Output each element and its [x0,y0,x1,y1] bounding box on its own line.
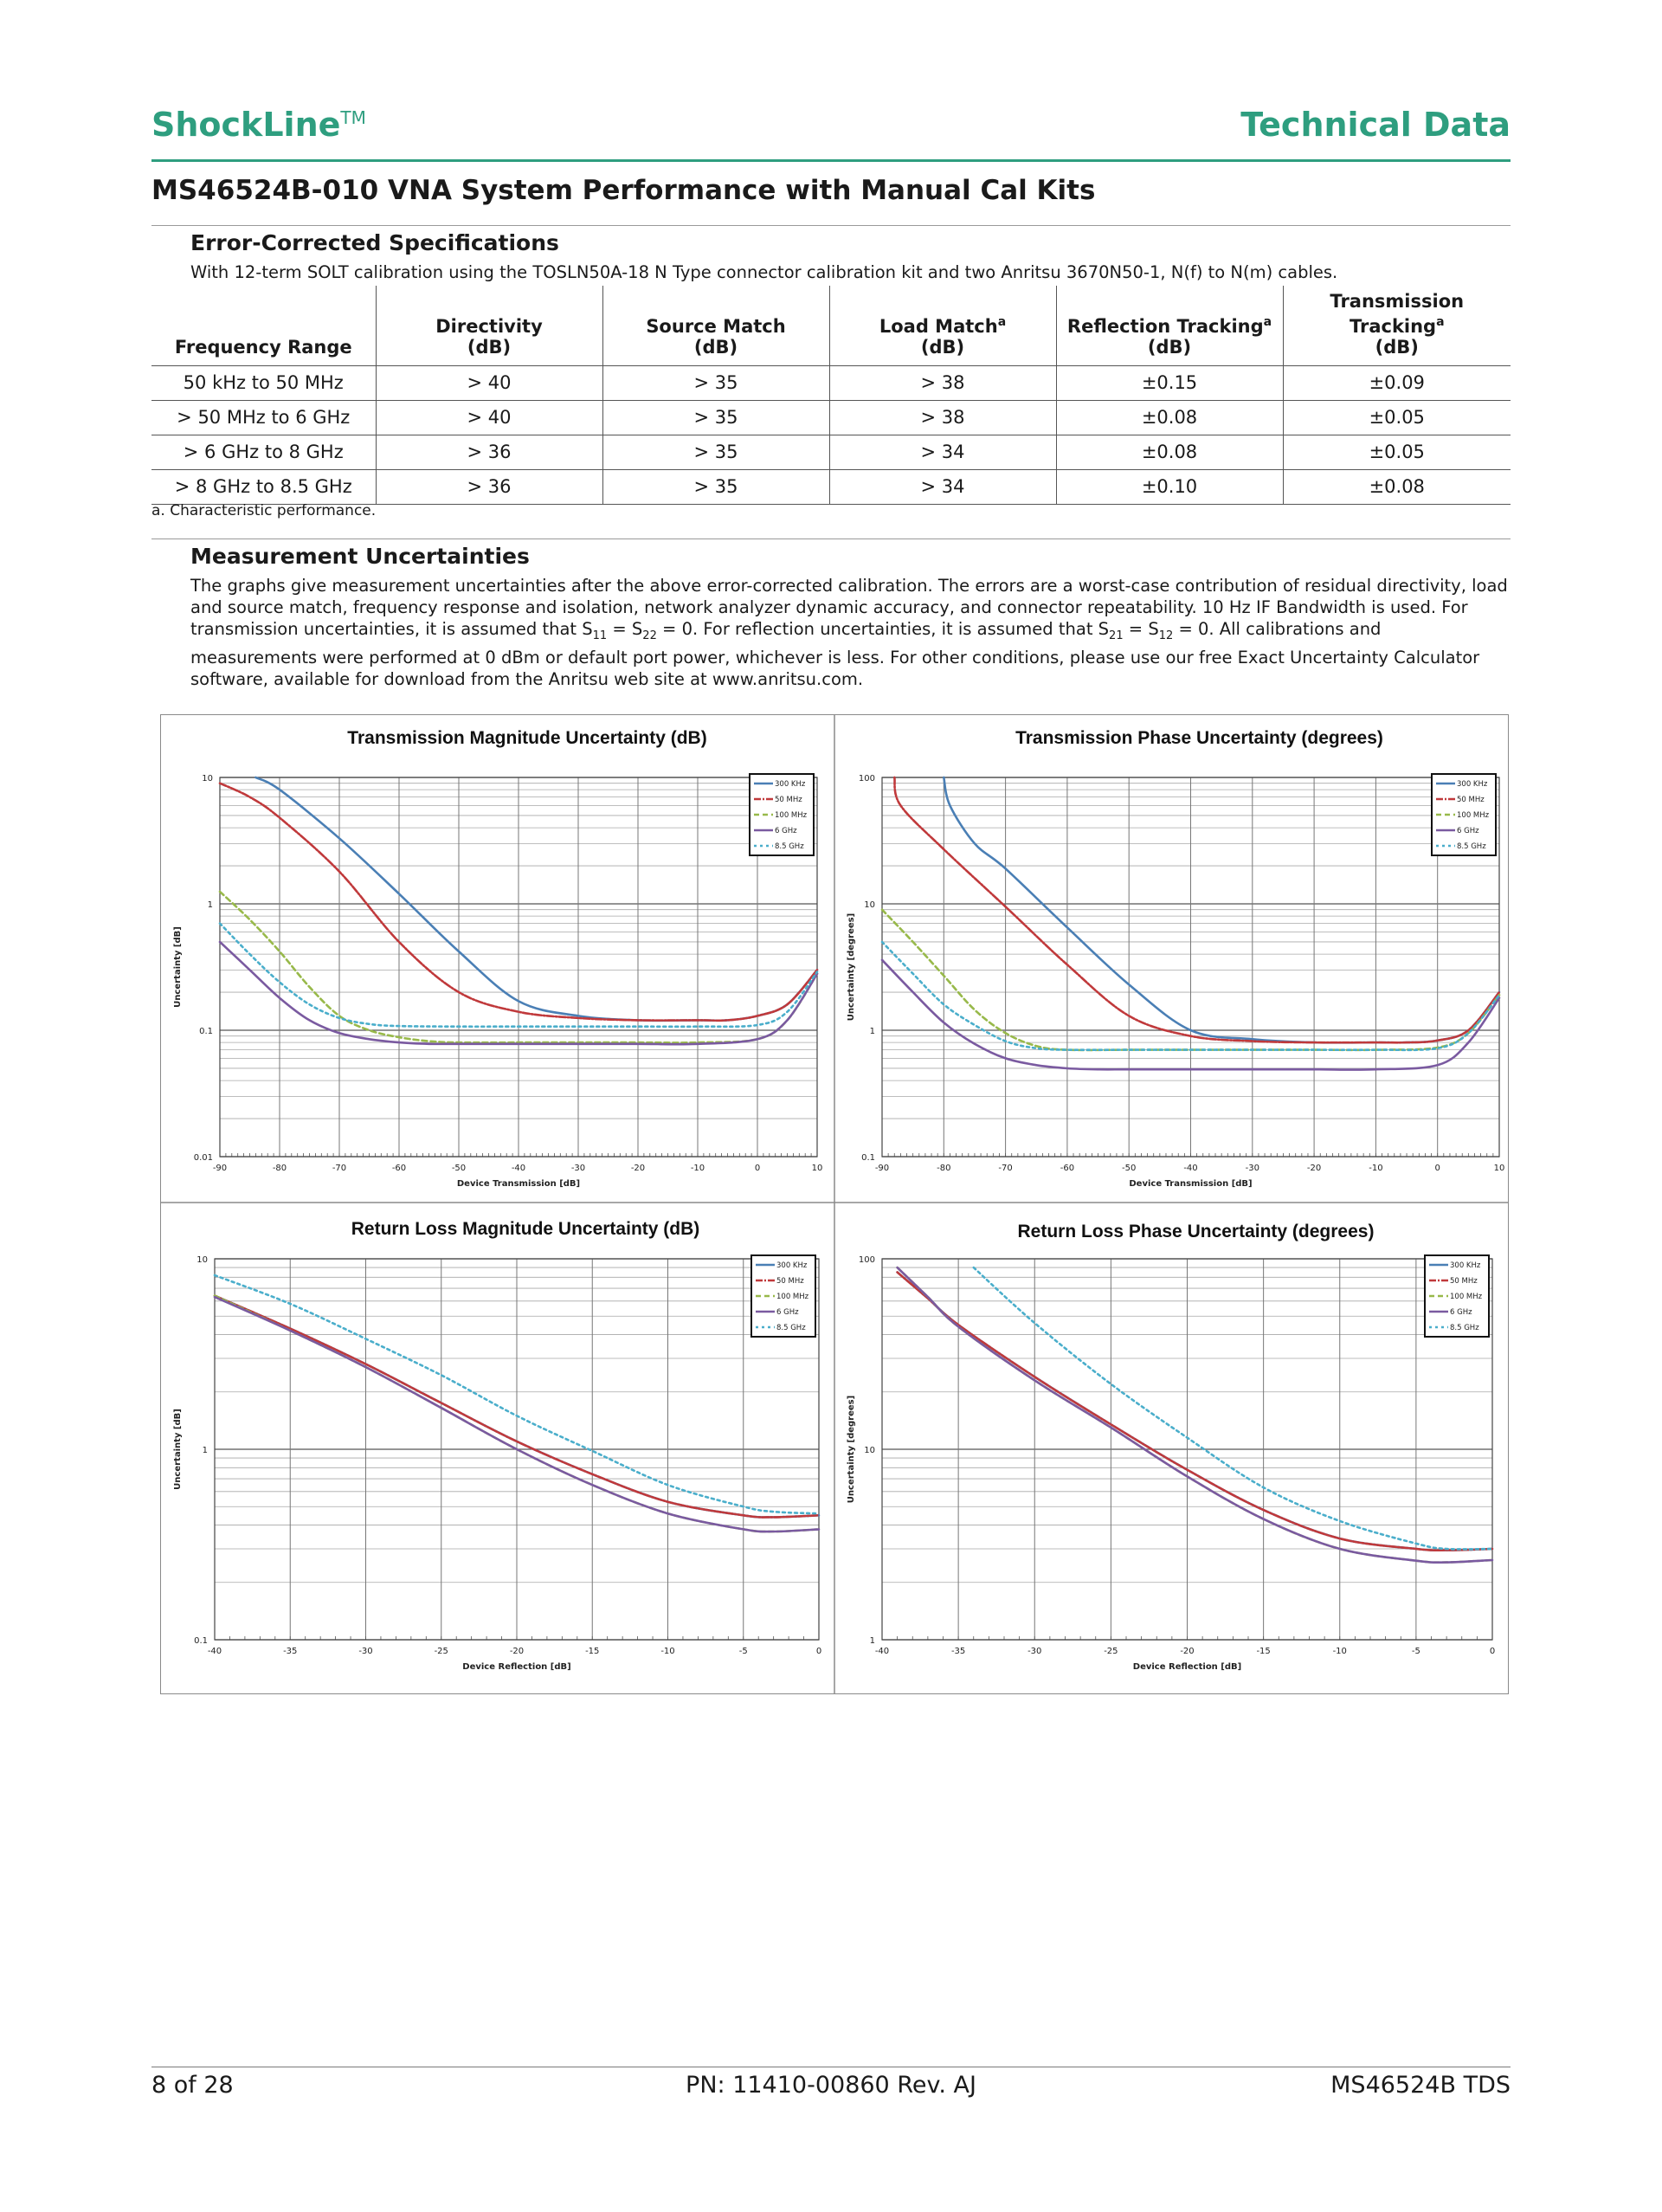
legend-label: 100 MHz [1450,1293,1483,1301]
x-tick-label: -30 [358,1647,373,1656]
table-cell: > 50 MHz to 6 GHz [151,400,376,435]
legend-label: 300 KHz [776,1261,808,1270]
x-tick-label: -10 [1369,1164,1383,1173]
x-tick-label: 0 [1489,1647,1496,1656]
y-tick-label: 0.1 [199,1027,213,1036]
y-tick-label: 1 [207,900,213,910]
page-number: 8 of 28 [151,2072,234,2099]
uncertainty-charts [160,714,1509,1694]
series-line-50-mhz [898,1273,1492,1551]
trademark: TM [340,107,366,128]
legend-label: 50 MHz [1457,796,1485,804]
legend-label: 6 GHz [776,1308,799,1317]
x-axis-label: Device Transmission [dB] [456,1179,581,1189]
table-cell: ±0.05 [1283,435,1511,469]
spec-table [151,286,1511,505]
y-axis-label: Uncertainty [dB] [173,926,183,1008]
series-line-300-khz [898,1273,1492,1551]
x-tick-label: -10 [660,1647,675,1656]
table-cell: > 38 [829,400,1056,435]
y-axis-label: Uncertainty [degrees] [847,913,856,1022]
table-cell: > 35 [602,400,829,435]
x-tick-label: -60 [391,1164,407,1173]
y-tick-label: 10 [202,774,213,784]
table-row [151,400,1511,435]
x-tick-label: -30 [1245,1164,1259,1173]
product-name: ShockLine™ [151,106,366,144]
y-tick-label: 1 [202,1446,208,1455]
series-line-8-5-ghz [974,1267,1492,1549]
y-tick-label: 1 [869,1027,875,1036]
col-reflection-tracking: Reflection Tracking$^a$ (dB) [1056,286,1283,365]
x-tick-label: -15 [585,1647,600,1656]
x-tick-label: -30 [570,1164,586,1173]
page-title: MS46524B-010 VNA System Performance with Manual Cal Kits [151,175,1096,206]
col-directivity: Directivity (dB) [376,286,602,365]
x-tick-label: -35 [283,1647,298,1656]
table-cell: > 36 [376,435,602,469]
table-cell: ±0.09 [1283,365,1511,400]
legend-label: 300 KHz [1457,780,1488,789]
x-tick-label: -70 [332,1164,347,1173]
x-tick-label: 10 [811,1164,823,1173]
legend-label: 100 MHz [775,811,808,820]
y-tick-label: 0.1 [194,1636,208,1646]
x-tick-label: -70 [998,1164,1013,1173]
table-row [151,365,1511,400]
legend-label: 50 MHz [776,1277,804,1286]
table-row [151,469,1511,504]
chart-3 [173,1219,821,1672]
table-cell: ±0.15 [1056,365,1283,400]
y-tick-label: 1 [869,1636,875,1646]
x-axis-label: Device Reflection [dB] [1132,1662,1242,1672]
legend-label: 100 MHz [776,1293,809,1301]
spec-heading: Error-Corrected Specifications [190,230,559,255]
x-tick-label: -25 [434,1647,448,1656]
table-header-row [151,286,1511,365]
y-tick-label: 0.01 [193,1153,213,1163]
x-tick-label: -10 [690,1164,705,1173]
x-tick-label: -90 [874,1164,890,1173]
spec-description: With 12-term SOLT calibration using the TOSLN50A-18 N Type connector calibration kit and two Anritsu 3670N50-1, N(f) to N(m) cables. [190,262,1338,282]
chart-2 [847,728,1504,1189]
x-tick-label: 0 [754,1164,761,1173]
x-axis-label: Device Reflection [dB] [462,1662,571,1672]
x-tick-label: -20 [630,1164,646,1173]
legend-label: 8.5 GHz [1457,842,1486,851]
series-line-50-mhz [894,777,1499,1042]
y-tick-label: 10 [864,1446,875,1455]
x-tick-label: -5 [738,1647,748,1656]
legend-label: 300 KHz [1450,1261,1481,1270]
legend-label: 300 KHz [775,780,806,789]
y-tick-label: 10 [864,900,875,910]
table-cell: > 8 GHz to 8.5 GHz [151,469,376,504]
x-tick-label: -40 [874,1647,890,1656]
table-cell: > 34 [829,469,1056,504]
legend-label: 50 MHz [1450,1277,1478,1286]
table-cell: ±0.08 [1283,469,1511,504]
legend-label: 8.5 GHz [776,1324,806,1332]
y-tick-label: 100 [858,1255,875,1265]
col-transmission-tracking: Transmission Tracking$^a$ (dB) [1283,286,1511,365]
col-source-match: Source Match (dB) [602,286,829,365]
table-cell: > 36 [376,469,602,504]
x-tick-label: -40 [207,1647,222,1656]
x-tick-label: 0 [815,1647,822,1656]
series-line-300-khz [944,777,1499,1042]
legend-label: 50 MHz [775,796,802,804]
x-tick-label: 0 [1434,1164,1440,1173]
table-cell: ±0.10 [1056,469,1283,504]
x-tick-label: -80 [937,1164,951,1173]
uncertainty-heading: Measurement Uncertainties [190,544,530,569]
section-title: Technical Data [1240,106,1511,144]
series-line-100-mhz [898,1267,1492,1563]
table-cell: > 35 [602,469,829,504]
x-tick-label: -5 [1411,1647,1420,1656]
legend-label: 6 GHz [1450,1308,1472,1317]
x-tick-label: -50 [451,1164,467,1173]
table-cell: > 6 GHz to 8 GHz [151,435,376,469]
table-cell: > 35 [602,435,829,469]
y-tick-label: 0.1 [861,1153,875,1163]
series-line-6-ghz [898,1267,1492,1563]
document-name: MS46524B TDS [1330,2072,1511,2099]
table-footnote: a. Characteristic performance. [151,502,377,519]
y-tick-label: 10 [196,1255,208,1265]
legend-label: 6 GHz [1457,827,1479,835]
x-tick-label: -15 [1256,1647,1271,1656]
x-tick-label: -20 [1306,1164,1322,1173]
y-axis-label: Uncertainty [dB] [173,1409,183,1490]
x-axis-label: Device Transmission [dB] [1129,1179,1253,1189]
y-axis-label: Uncertainty [degrees] [847,1395,856,1504]
series-line-300-khz [255,777,817,1021]
table-cell: ±0.05 [1283,400,1511,435]
chart-title: Return Loss Magnitude Uncertainty (dB) [351,1219,700,1239]
x-tick-label: -30 [1027,1647,1042,1656]
x-tick-label: 10 [1493,1164,1505,1173]
table-cell: 50 kHz to 50 MHz [151,365,376,400]
table-cell: ±0.08 [1056,435,1283,469]
col-frequency-range: Frequency Range [174,336,352,358]
table-cell: > 34 [829,435,1056,469]
x-tick-label: -10 [1332,1647,1347,1656]
table-cell: > 38 [829,365,1056,400]
table-cell: ±0.08 [1056,400,1283,435]
chart-title: Transmission Phase Uncertainty (degrees) [1015,728,1383,748]
x-tick-label: -20 [1180,1647,1195,1656]
header-rule [151,159,1511,162]
charts-svg [161,715,1508,1693]
x-tick-label: -80 [272,1164,287,1173]
uncertainty-paragraph: The graphs give measurement uncertainties after the above error-corrected calibration. The errors are a worst-case contribution of residual directivity, load and source match, frequency response and isolation, network analyzer dynamic accuracy, and connector repeatability. 10 Hz IF Bandwidth is used. For transmission uncertainties, it is assumed that $S_{11} = S_{22} = 0$. For reflection uncertainties, it is assumed that $S_{21} = S_{12} = 0$. All calibrations and measurements were performed at 0 dBm or default port power, whichever is less. For other conditions, please use our free Exact Uncertainty Calculator software, available for download from the Anritsu web site at www.anritsu.com. [190,576,1508,689]
legend-label: 8.5 GHz [775,842,804,851]
col-load-match: Load Match$^a$ (dB) [829,286,1056,365]
y-tick-label: 100 [858,774,875,784]
section-rule [151,538,1511,539]
chart-4 [847,1222,1495,1672]
x-tick-label: -60 [1060,1164,1075,1173]
x-tick-label: -40 [1183,1164,1198,1173]
chart-1 [173,728,822,1189]
chart-title: Transmission Magnitude Uncertainty (dB) [347,728,707,748]
x-tick-label: -20 [509,1647,525,1656]
table-cell: > 40 [376,365,602,400]
title-rule [151,225,1511,226]
chart-title: Return Loss Phase Uncertainty (degrees) [1017,1222,1375,1241]
x-tick-label: -40 [511,1164,526,1173]
legend-label: 6 GHz [775,827,797,835]
part-number: PN: 11410-00860 Rev. AJ [686,2072,976,2099]
x-tick-label: -25 [1104,1647,1118,1656]
table-row [151,435,1511,469]
table-cell: > 40 [376,400,602,435]
x-tick-label: -90 [212,1164,228,1173]
x-tick-label: -35 [950,1647,966,1656]
legend-label: 100 MHz [1457,811,1490,820]
legend-label: 8.5 GHz [1450,1324,1479,1332]
table-cell: > 35 [602,365,829,400]
x-tick-label: -50 [1122,1164,1137,1173]
